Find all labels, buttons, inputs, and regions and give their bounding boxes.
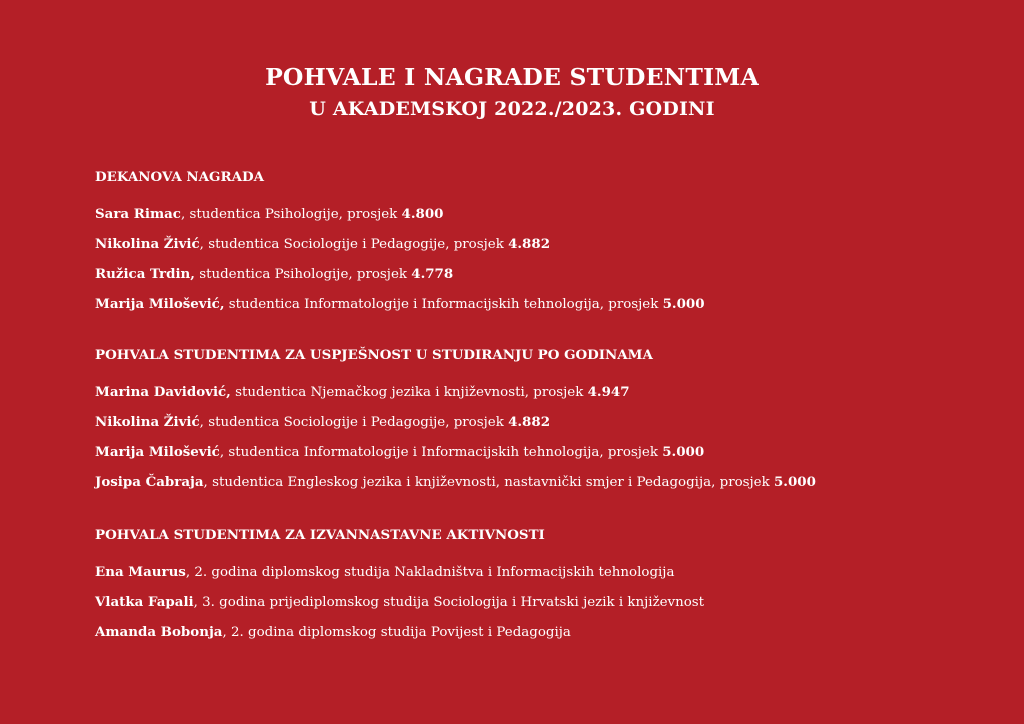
entry-description: 2. godina diplomskog studija Povijest i Pedagogija: [226, 625, 571, 640]
entry-description: studentica Psihologije, prosjek: [185, 207, 402, 222]
section-dean-award: [95, 167, 995, 314]
name-separator: ,: [193, 595, 198, 610]
student-name: Marija Milošević,: [95, 296, 225, 312]
page-subtitle: U AKADEMSKOJ 2022./2023. GODINI: [309, 98, 715, 120]
entry-description: studentica Njemačkog jezika i književnosti, prosjek: [230, 385, 588, 400]
section-extracurricular: [95, 525, 995, 642]
name-separator: ,: [222, 625, 227, 640]
award-entry: [95, 592, 995, 612]
grade-average: 5.000: [662, 444, 705, 460]
student-name: Amanda Bobonja: [95, 624, 223, 640]
entry-list: [95, 562, 995, 642]
student-name: Nikolina Živić: [95, 414, 200, 430]
student-name: Ena Maurus: [95, 564, 186, 580]
entry-description: studentica Informatologije i Informacijskih tehnologija, prosjek: [224, 297, 663, 312]
grade-average: 4.800: [401, 206, 444, 222]
entry-description: studentica Psihologije, prosjek: [194, 267, 412, 282]
grade-average: 4.947: [587, 384, 630, 400]
section-heading: DEKANOVA NAGRADA: [95, 169, 264, 185]
award-entry: [95, 622, 995, 642]
grade-average: 4.882: [508, 414, 551, 430]
award-entry: [95, 234, 995, 254]
award-entry: [95, 442, 995, 462]
name-separator: ,: [203, 475, 208, 490]
student-name: Josipa Čabraja: [95, 474, 204, 490]
section-heading: POHVALA STUDENTIMA ZA USPJEŠNOST U STUDIRANJU PO GODINAMA: [95, 347, 653, 363]
name-separator: ,: [185, 565, 191, 580]
award-entry: [95, 204, 995, 224]
grade-average: 4.882: [508, 236, 551, 252]
section-heading: POHVALA STUDENTIMA ZA IZVANNASTAVNE AKTIVNOSTI: [95, 527, 545, 543]
student-name: Marina Davidović,: [95, 384, 231, 400]
student-name: Vlatka Fapali: [95, 594, 194, 610]
award-entry: [95, 382, 995, 402]
award-entry: [95, 472, 995, 492]
page-title: POHVALE I NAGRADE STUDENTIMA: [265, 63, 759, 91]
entry-description: studentica Sociologije i Pedagogije, prosjek: [203, 237, 509, 252]
entry-description: studentica Engleskog jezika i književnosti, nastavnički smjer i Pedagogija, prosjek: [207, 475, 774, 490]
student-name: Marija Milošević: [95, 444, 220, 460]
name-separator: ,: [199, 237, 204, 252]
student-name: Ružica Trdin,: [95, 266, 195, 282]
grade-average: 4.778: [411, 266, 454, 282]
award-entry: [95, 294, 995, 314]
name-separator: ,: [219, 445, 225, 460]
entry-description: 3. godina prijediplomskog studija Sociologija i Hrvatski jezik i književnost: [197, 595, 705, 610]
entry-description: studentica Sociologije i Pedagogije, prosjek: [203, 415, 509, 430]
section-study-success: [95, 345, 995, 492]
award-entry: [95, 264, 995, 284]
entry-description: 2. godina diplomskog studija Nakladništva i Informacijskih tehnologija: [190, 565, 675, 580]
award-entry: [95, 412, 995, 432]
student-name: Sara Rimac: [95, 206, 181, 222]
entry-description: studentica Informatologije i Informacijskih tehnologija, prosjek: [224, 445, 663, 460]
award-entry: [95, 562, 995, 582]
grade-average: 5.000: [662, 296, 705, 312]
entry-list: [95, 382, 995, 492]
student-name: Nikolina Živić: [95, 236, 200, 252]
name-separator: ,: [199, 415, 204, 430]
entry-list: [95, 204, 995, 314]
grade-average: 5.000: [773, 474, 816, 490]
name-separator: ,: [180, 207, 186, 222]
